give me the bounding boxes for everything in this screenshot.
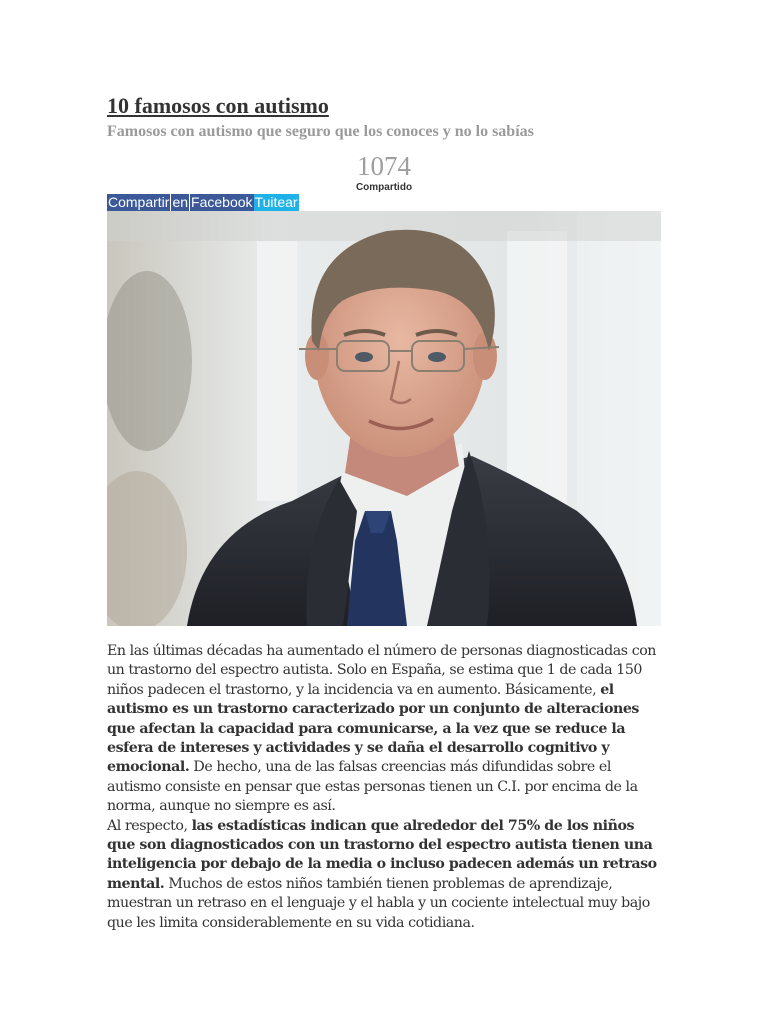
share-count-number: 1074 — [357, 151, 411, 181]
article-subtitle: Famosos con autismo que seguro que los conoces y no lo sabías — [107, 123, 534, 140]
portrait-photo — [107, 211, 661, 626]
bold-text-run: el autismo es un trastorno caracterizado por un conjunto de alteraciones que afectan la capacidad para comunicarse, a la vez que se reduce la esfera de intereses y actividades y se daña el desarrollo cognitivo y emocional. — [107, 681, 639, 776]
facebook-share-word: Compartir — [108, 194, 170, 210]
text-run: De hecho, una de las falsas creencias más difundidas sobre el autismo consiste en pensar que estas personas tienen un C.I. por encima de la norma, aunque no siempre es así. — [107, 759, 638, 815]
text-run: Al respecto, — [107, 817, 192, 834]
paragraph — [107, 642, 663, 817]
article-title: 10 famosos con autismo — [107, 93, 329, 118]
facebook-share-word: en — [172, 194, 189, 210]
share-count-label: Compartido — [355, 182, 413, 193]
facebook-share-word: Facebook — [191, 194, 253, 210]
share-bar — [107, 194, 299, 211]
twitter-share-button[interactable]: Tuitear — [254, 194, 298, 210]
facebook-share-button[interactable] — [107, 194, 254, 211]
share-counter — [277, 150, 491, 194]
text-run: Muchos de estos niños también tienen problemas de aprendizaje, muestran un retraso en el lenguaje y el habla y un cociente intelectual muy bajo que les limita considerablemente en su vida cotidiana. — [107, 875, 650, 931]
text-run: En las últimas décadas ha aumentado el número de personas diagnosticadas con un trastorno del espectro autista. Solo en España, se estima que 1 de cada 150 niños padecen el trastorno, y la incidencia va en aumento. Básicamente, — [107, 643, 656, 698]
bold-text-run: las estadísticas indican que alrededor del 75% de los niños que son diagnosticados con un trastorno del espectro autista tienen una inteligencia por debajo de la media o incluso padecen además un retraso mental. — [107, 817, 657, 892]
paragraph — [107, 817, 663, 933]
article-body — [107, 642, 663, 933]
